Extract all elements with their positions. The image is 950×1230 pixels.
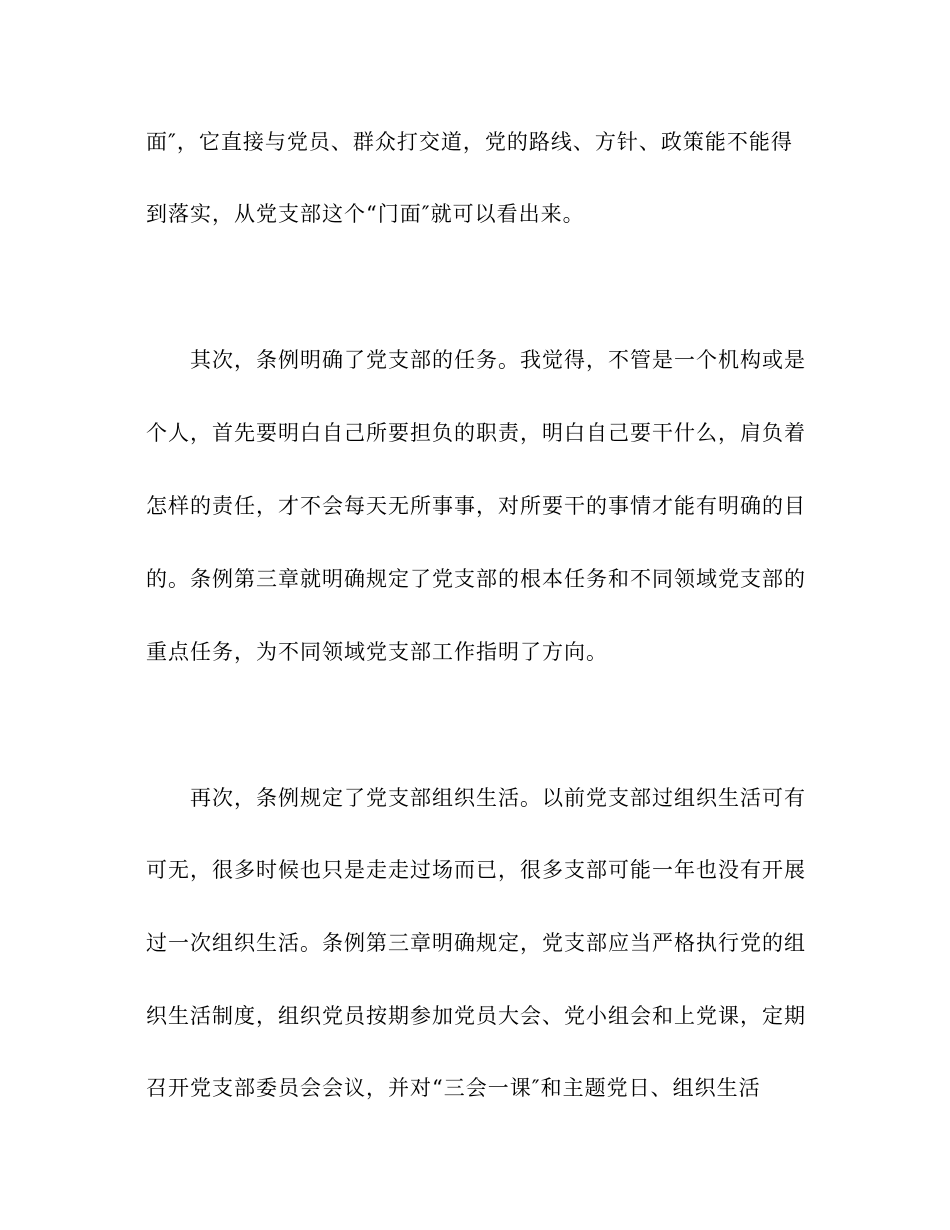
paragraph-2-line-2: 个人，首先要明白自己所要担负的职责，明白自己要干什么，肩负着 [146,421,806,445]
paragraph-3-line-1: 再次，条例规定了党支部组织生活。以前党支部过组织生活可有 [190,786,806,810]
paragraph-2-line-3: 怎样的责任，才不会每天无所事事，对所要干的事情才能有明确的目 [146,494,806,518]
paragraph-2-line-4: 的。条例第三章就明确规定了党支部的根本任务和不同领域党支部的 [146,567,806,591]
paragraph-3-line-2: 可无，很多时候也只是走走过场而已，很多支部可能一年也没有开展 [146,858,806,882]
paragraph-3-line-5: 召开党支部委员会会议，并对“三会一课″和主题党日、组织生活 [146,1076,761,1100]
paragraph-2-line-5: 重点任务，为不同领域党支部工作指明了方向。 [146,640,608,664]
paragraph-1-line-2: 到落实，从党支部这个“门面″就可以看出来。 [146,202,585,226]
paragraph-1-line-1: 面″，它直接与党员、群众打交道，党的路线、方针、政策能不能得 [146,130,793,154]
paragraph-3-line-3: 过一次组织生活。条例第三章明确规定，党支部应当严格执行党的组 [146,931,806,955]
paragraph-3-line-4: 织生活制度，组织党员按期参加党员大会、党小组会和上党课，定期 [146,1004,806,1028]
paragraph-2-line-1: 其次，条例明确了党支部的任务。我觉得，不管是一个机构或是 [190,348,806,372]
